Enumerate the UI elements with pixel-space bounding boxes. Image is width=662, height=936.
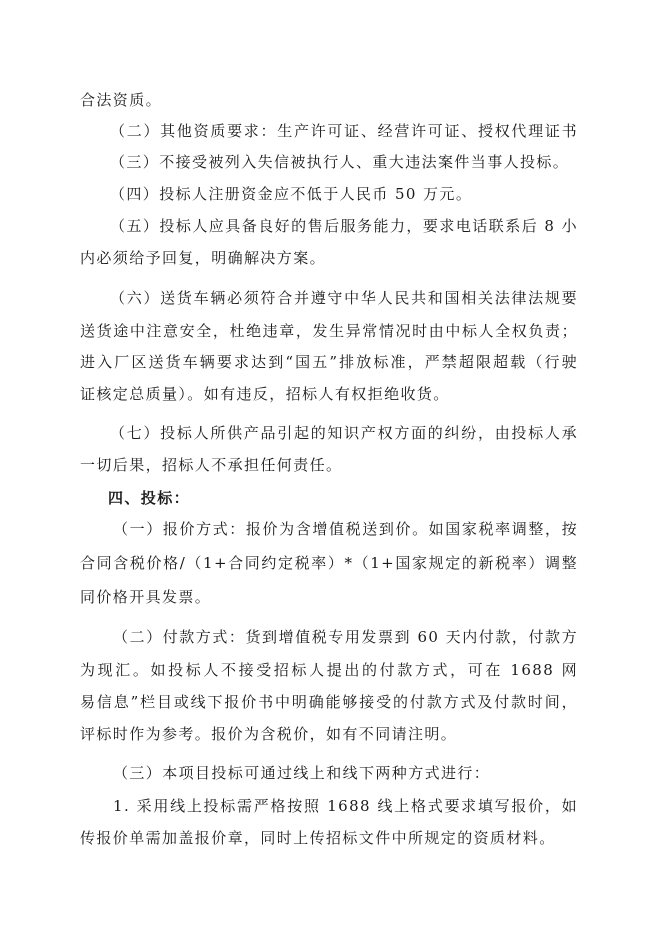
paragraph-line: 进入厂区送货车辆要求达到“国五”排放标准，严禁超限超载（行驶 — [80, 353, 578, 371]
paragraph-line: 合法资质。 — [80, 91, 163, 109]
paragraph-line: 传报价单需加盖报价章，同时上传招标文件中所规定的资质材料。 — [80, 829, 556, 847]
paragraph-line: （二）其他资质要求：生产许可证、经营许可证、授权代理证书 — [110, 122, 578, 140]
section-heading: 四、投标： — [108, 489, 191, 507]
paragraph-line: 同价格开具发票。 — [80, 588, 212, 606]
paragraph-line: 为现汇。如投标人不接受招标人提出的付款方式，可在 1688 网 — [80, 661, 578, 679]
paragraph-line: 内必须给予回复，明确解决方案。 — [80, 249, 327, 267]
paragraph-line: （一）报价方式：报价为含增值税送到价。如国家税率调整，按 — [113, 520, 578, 538]
paragraph-line: 1. 采用线上投标需严格按照 1688 线上格式要求填写报价，如 — [113, 797, 578, 815]
paragraph-line: 合同含税价格/（1+合同约定税率）*（1+国家规定的新税率）调整 — [80, 554, 578, 572]
paragraph-line: （二）付款方式：货到增值税专用发票到 60 天内付款，付款方 — [113, 628, 578, 646]
paragraph-line: 证核定总质量）。如有违反，招标人有权拒绝收货。 — [80, 385, 450, 403]
paragraph-line: （六）送货车辆必须符合并遵守中华人民共和国相关法律法规要 — [110, 289, 578, 307]
paragraph-line: 一切后果，招标人不承担任何责任。 — [80, 456, 343, 474]
paragraph-line: （三）本项目投标可通过线上和线下两种方式进行： — [113, 764, 491, 782]
paragraph-line: （四）投标人注册资金应不低于人民币 50 万元。 — [110, 185, 473, 203]
paragraph-line: 送货途中注意安全，杜绝违章，发生异常情况时由中标人全权负责； — [80, 322, 578, 340]
paragraph-line: （三）不接受被列入失信被执行人、重大违法案件当事人投标。 — [110, 153, 570, 171]
paragraph-line: （五）投标人应具备良好的售后服务能力，要求电话联系后 8 小 — [110, 217, 578, 235]
paragraph-line: （七）投标人所供产品引起的知识产权方面的纠纷，由投标人承 — [110, 424, 578, 442]
paragraph-line: 评标时作为参考。报价为含税价，如有不同请注明。 — [80, 725, 458, 743]
paragraph-line: 易信息”栏目或线下报价书中明确能够接受的付款方式及付款时间， — [80, 693, 578, 711]
